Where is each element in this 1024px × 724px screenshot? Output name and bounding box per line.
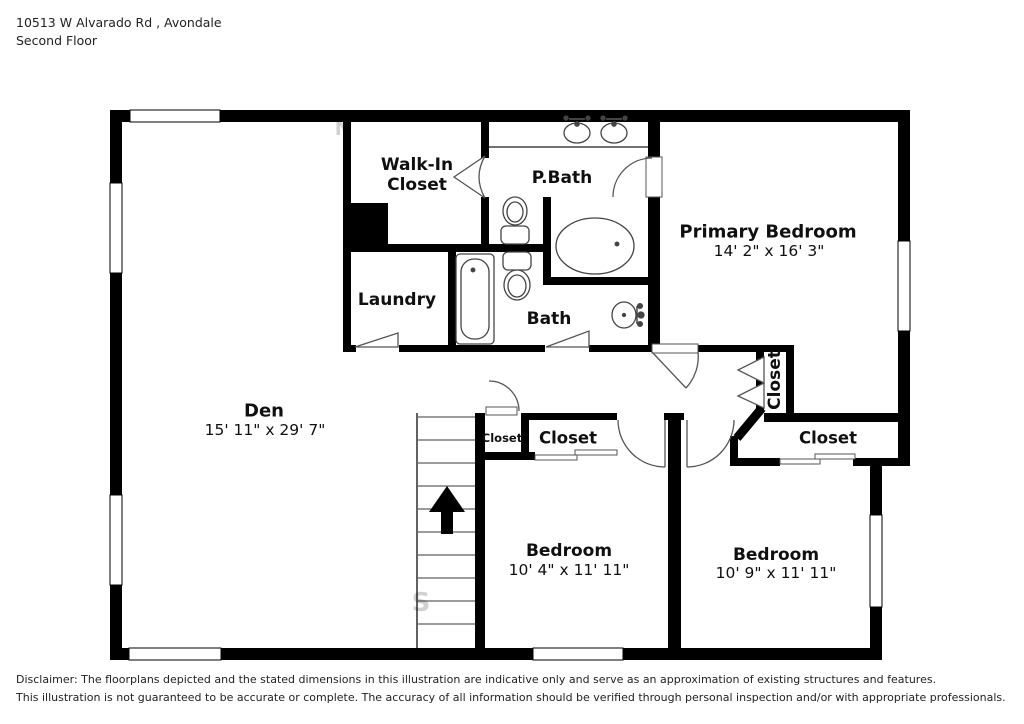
bedroom-left-door-arc bbox=[618, 420, 665, 467]
wall-closet-bottom-solid bbox=[475, 452, 535, 460]
window-den-left-upper bbox=[110, 183, 122, 273]
bedroom-right-closet-slider-2 bbox=[815, 454, 855, 459]
wall-hall-top-1 bbox=[343, 345, 356, 352]
window-den-top bbox=[130, 110, 220, 122]
label-bedroom-left-closet: Closet bbox=[539, 428, 597, 448]
oval-bathtub-icon bbox=[556, 218, 634, 274]
label-primary-closet: Closet bbox=[765, 350, 785, 410]
window-bedroom-left-bottom bbox=[533, 648, 623, 660]
wall-inter-bedroom bbox=[668, 420, 681, 648]
plan-header bbox=[16, 14, 222, 50]
wall-stairwell-right bbox=[475, 413, 485, 648]
room-label-den: Den bbox=[244, 400, 284, 422]
wall-between-doors bbox=[664, 413, 684, 420]
wall-walkin-block bbox=[343, 203, 388, 244]
disclaimer-line2: This illustration is not guaranteed to be accurate or complete. The accuracy of all information should be verified through personal inspection and/or with appropriate professionals. bbox=[16, 691, 1006, 704]
wall-tub-alcove-horiz bbox=[543, 277, 648, 285]
bathtub-icon bbox=[456, 254, 494, 344]
label-hall-closet: Closet bbox=[481, 431, 523, 445]
toilet-icon bbox=[503, 252, 531, 300]
label-bedroom-right-closet: Closet bbox=[799, 428, 857, 448]
disclaimer-line1: Disclaimer: The floorplans depicted and the stated dimensions in this illustration are indicative only and serve as an approximation of existing structures and features. bbox=[16, 673, 937, 686]
primary-door-arc bbox=[686, 352, 698, 388]
wall-outer-bottom bbox=[110, 648, 882, 660]
room-dims-bedroom-right: 10' 9" x 11' 11" bbox=[715, 564, 837, 582]
room-label-laundry: Laundry bbox=[357, 290, 437, 310]
room-label-pbath: P.Bath bbox=[531, 168, 593, 188]
wall-right-closet-bottom-2 bbox=[853, 458, 910, 466]
window-den-left-lower bbox=[110, 495, 122, 585]
bath-door bbox=[546, 331, 589, 347]
pbath-door-jamb bbox=[646, 157, 662, 197]
address-text: 10513 W Alvarado Rd , Avondale bbox=[16, 15, 222, 30]
wall-bed1-closet-top bbox=[529, 413, 617, 420]
watermark-letter: S bbox=[411, 588, 431, 618]
room-label-walkin-line1: Walk-In bbox=[380, 155, 454, 175]
primary-closet-bifold-2 bbox=[738, 383, 764, 408]
wall-diagonal bbox=[737, 408, 762, 438]
watermark-letter: N bbox=[334, 116, 352, 140]
wall-hall-top-3 bbox=[589, 345, 652, 352]
room-dims-bedroom-left: 10' 4" x 11' 11" bbox=[508, 561, 630, 579]
room-dims-primary-bedroom: 14' 2" x 16' 3" bbox=[713, 242, 825, 260]
toilet-icon bbox=[501, 197, 529, 244]
bedroom-right-door-arc bbox=[687, 420, 734, 467]
room-label-bedroom-left: Bedroom bbox=[525, 541, 613, 561]
floor-label: Second Floor bbox=[16, 33, 98, 48]
room-dims-den: 15' 11" x 29' 7" bbox=[204, 421, 326, 439]
wall-pbath-primary-lower bbox=[648, 197, 660, 352]
primary-door-jamb bbox=[652, 344, 698, 353]
wall-right-closet-stub bbox=[730, 436, 738, 466]
wall-right-closet-top bbox=[764, 413, 910, 422]
wall-outer-top bbox=[110, 110, 910, 122]
room-label-bedroom-right: Bedroom bbox=[732, 545, 820, 565]
hall-closet-door-jamb bbox=[486, 407, 517, 415]
wall-primary-closet-right bbox=[786, 345, 794, 413]
wall-laundry-left bbox=[343, 252, 351, 352]
sink-icon bbox=[612, 302, 644, 328]
primary-closet-bifold-1 bbox=[738, 357, 764, 383]
bedroom-left-closet-slider-1 bbox=[535, 455, 577, 460]
bedroom-right-closet-slider-1 bbox=[780, 459, 820, 464]
wall-pbath-primary-upper bbox=[648, 122, 660, 158]
room-label-bath: Bath bbox=[526, 309, 572, 329]
walkin-closet-door bbox=[454, 156, 485, 198]
window-bedroom-right bbox=[870, 515, 882, 607]
room-label-walkin-line2: Closet bbox=[387, 175, 447, 195]
window-den-bottom bbox=[129, 648, 221, 660]
laundry-door bbox=[355, 333, 398, 347]
window-primary-right bbox=[898, 241, 910, 331]
wall-laundry-right bbox=[448, 252, 456, 352]
stairs-up-arrow-icon bbox=[429, 486, 465, 534]
wall-walkin-right-lower bbox=[481, 197, 489, 252]
room-label-primary-bedroom: Primary Bedroom bbox=[679, 221, 857, 243]
primary-door-leaf bbox=[652, 352, 686, 388]
bedroom-left-closet-slider-2 bbox=[575, 450, 617, 455]
wall-walkin-right-upper bbox=[481, 122, 489, 158]
wall-hall-top-2 bbox=[399, 345, 545, 352]
disclaimer bbox=[16, 671, 1006, 707]
wall-tub-alcove-vert bbox=[543, 197, 551, 285]
wall-walkin-bottom bbox=[343, 244, 551, 252]
